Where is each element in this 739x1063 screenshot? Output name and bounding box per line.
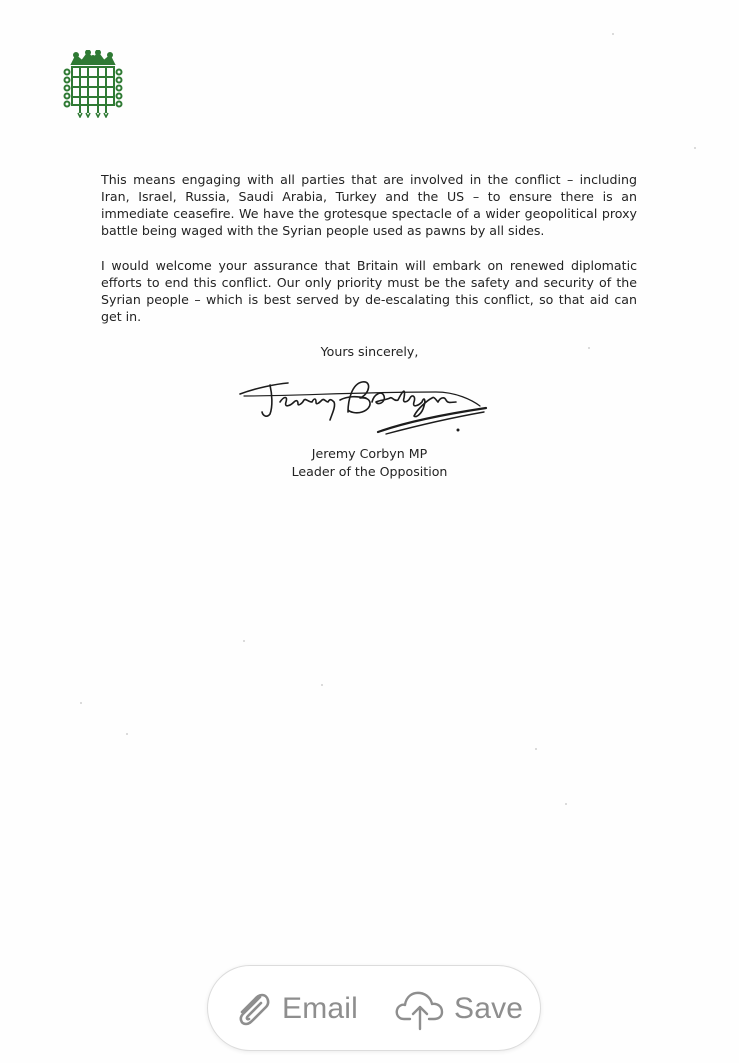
cloud-upload-icon [394, 985, 446, 1033]
save-button[interactable] [394, 966, 523, 1052]
share-toolbar [207, 965, 541, 1051]
signer-title: Leader of the Opposition [291, 464, 448, 479]
signature-image [236, 372, 492, 440]
signer-name: Jeremy Corbyn MP [311, 446, 428, 461]
portcullis-emblem-icon [62, 50, 124, 118]
email-button-label: Email [282, 992, 359, 1025]
letter-paragraph-2: I would welcome your assurance that Britain will embark on renewed diplomatic efforts to end this conflict. Our only priority must be the safety and security of the Syrian people – which is best served by de-escalating this conflict, so that aid can get in. [101, 258, 637, 324]
letter-closing: Yours sincerely, [320, 344, 419, 359]
letter-paragraph-1: This means engaging with all parties that are involved in the conflict – including Iran, Israel, Russia, Saudi Arabia, Turkey and the US – to ensure there is an immediate ceasefire. We have the grotesque spectacle of a wider geopolitical proxy battle being waged with the Syrian people used as pawns by all sides. [101, 172, 637, 238]
save-button-label: Save [454, 992, 524, 1025]
paperclip-icon [230, 987, 274, 1031]
email-button[interactable] [230, 966, 358, 1052]
